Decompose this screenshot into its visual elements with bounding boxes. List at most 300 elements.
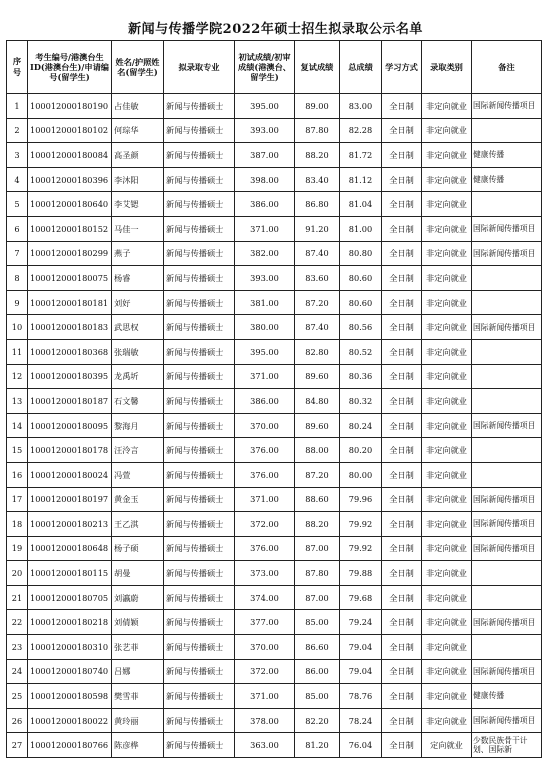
cell-study-mode: 全日制 xyxy=(382,167,422,192)
cell-total-score: 80.00 xyxy=(340,462,382,487)
cell-retest-score: 88.60 xyxy=(295,487,340,512)
cell-seq: 27 xyxy=(7,733,28,758)
cell-retest-score: 87.00 xyxy=(295,536,340,561)
cell-major: 新闻与传播硕士 xyxy=(164,585,235,610)
cell-major: 新闻与传播硕士 xyxy=(164,364,235,389)
cell-name: 高圣颜 xyxy=(112,143,164,168)
cell-seq: 11 xyxy=(7,339,28,364)
cell-study-mode: 全日制 xyxy=(382,216,422,241)
cell-initial-score: 370.00 xyxy=(235,413,295,438)
cell-seq: 16 xyxy=(7,462,28,487)
cell-seq: 20 xyxy=(7,561,28,586)
cell-study-mode: 全日制 xyxy=(382,585,422,610)
cell-total-score: 80.36 xyxy=(340,364,382,389)
cell-note xyxy=(472,585,542,610)
cell-seq: 23 xyxy=(7,635,28,660)
cell-seq: 7 xyxy=(7,241,28,266)
cell-major: 新闻与传播硕士 xyxy=(164,290,235,315)
table-row xyxy=(7,413,542,438)
cell-name: 陈彦桦 xyxy=(112,733,164,758)
cell-seq: 3 xyxy=(7,143,28,168)
cell-category: 定向就业 xyxy=(422,733,472,758)
cell-seq: 6 xyxy=(7,216,28,241)
cell-name: 何琮华 xyxy=(112,118,164,143)
cell-note xyxy=(472,389,542,414)
cell-retest-score: 85.00 xyxy=(295,610,340,635)
cell-total-score: 79.92 xyxy=(340,536,382,561)
cell-initial-score: 370.00 xyxy=(235,635,295,660)
cell-category: 非定向就业 xyxy=(422,561,472,586)
cell-major: 新闻与传播硕士 xyxy=(164,94,235,119)
cell-major: 新闻与传播硕士 xyxy=(164,241,235,266)
cell-note xyxy=(472,635,542,660)
cell-retest-score: 86.00 xyxy=(295,659,340,684)
cell-seq: 18 xyxy=(7,512,28,537)
cell-note: 少数民族骨干计划、国际新 xyxy=(472,733,542,758)
cell-id: 100012000180395 xyxy=(28,364,112,389)
cell-study-mode: 全日制 xyxy=(382,610,422,635)
cell-major: 新闻与传播硕士 xyxy=(164,192,235,217)
header-retest-score: 复试成绩 xyxy=(295,41,340,94)
cell-retest-score: 88.20 xyxy=(295,512,340,537)
cell-initial-score: 373.00 xyxy=(235,561,295,586)
cell-name: 樊雪菲 xyxy=(112,684,164,709)
table-row xyxy=(7,487,542,512)
cell-seq: 8 xyxy=(7,266,28,291)
cell-id: 100012000180181 xyxy=(28,290,112,315)
cell-name: 马佳一 xyxy=(112,216,164,241)
cell-retest-score: 87.40 xyxy=(295,241,340,266)
cell-note: 国际新闻传播项目 xyxy=(472,659,542,684)
cell-major: 新闻与传播硕士 xyxy=(164,512,235,537)
cell-id: 100012000180213 xyxy=(28,512,112,537)
cell-retest-score: 84.80 xyxy=(295,389,340,414)
table-row xyxy=(7,192,542,217)
cell-major: 新闻与传播硕士 xyxy=(164,487,235,512)
cell-category: 非定向就业 xyxy=(422,536,472,561)
cell-id: 100012000180024 xyxy=(28,462,112,487)
cell-retest-score: 88.00 xyxy=(295,438,340,463)
table-row xyxy=(7,364,542,389)
cell-category: 非定向就业 xyxy=(422,339,472,364)
cell-id: 100012000180095 xyxy=(28,413,112,438)
page-title: 新闻与传播学院2022年硕士招生拟录取公示名单 xyxy=(128,22,423,37)
cell-initial-score: 387.00 xyxy=(235,143,295,168)
cell-study-mode: 全日制 xyxy=(382,561,422,586)
cell-name: 汪泠言 xyxy=(112,438,164,463)
cell-id: 100012000180218 xyxy=(28,610,112,635)
cell-total-score: 80.20 xyxy=(340,438,382,463)
cell-seq: 24 xyxy=(7,659,28,684)
cell-name: 燕子 xyxy=(112,241,164,266)
cell-category: 非定向就业 xyxy=(422,438,472,463)
cell-retest-score: 85.00 xyxy=(295,684,340,709)
cell-major: 新闻与传播硕士 xyxy=(164,413,235,438)
header-initial-score: 初试成绩/初审成绩(港澳台、留学生) xyxy=(235,41,295,94)
cell-study-mode: 全日制 xyxy=(382,635,422,660)
cell-initial-score: 381.00 xyxy=(235,290,295,315)
cell-major: 新闻与传播硕士 xyxy=(164,438,235,463)
cell-retest-score: 82.20 xyxy=(295,708,340,733)
cell-note: 国际新闻传播项目 xyxy=(472,512,542,537)
cell-total-score: 79.96 xyxy=(340,487,382,512)
cell-initial-score: 372.00 xyxy=(235,512,295,537)
cell-initial-score: 371.00 xyxy=(235,364,295,389)
cell-note: 国际新闻传播项目 xyxy=(472,94,542,119)
cell-major: 新闻与传播硕士 xyxy=(164,684,235,709)
cell-total-score: 80.24 xyxy=(340,413,382,438)
cell-total-score: 79.88 xyxy=(340,561,382,586)
cell-retest-score: 87.20 xyxy=(295,290,340,315)
cell-initial-score: 371.00 xyxy=(235,487,295,512)
cell-major: 新闻与传播硕士 xyxy=(164,561,235,586)
cell-id: 100012000180115 xyxy=(28,561,112,586)
cell-total-score: 78.76 xyxy=(340,684,382,709)
cell-note: 国际新闻传播项目 xyxy=(472,708,542,733)
cell-id: 100012000180705 xyxy=(28,585,112,610)
cell-initial-score: 398.00 xyxy=(235,167,295,192)
cell-total-score: 80.52 xyxy=(340,339,382,364)
header-total-score: 总成绩 xyxy=(340,41,382,94)
table-row xyxy=(7,94,542,119)
cell-category: 非定向就业 xyxy=(422,585,472,610)
cell-initial-score: 371.00 xyxy=(235,216,295,241)
cell-retest-score: 87.80 xyxy=(295,561,340,586)
cell-total-score: 80.32 xyxy=(340,389,382,414)
cell-total-score: 80.60 xyxy=(340,290,382,315)
cell-initial-score: 386.00 xyxy=(235,389,295,414)
cell-retest-score: 89.60 xyxy=(295,413,340,438)
cell-initial-score: 395.00 xyxy=(235,94,295,119)
cell-retest-score: 87.80 xyxy=(295,118,340,143)
cell-note xyxy=(472,290,542,315)
cell-seq: 15 xyxy=(7,438,28,463)
cell-note: 国际新闻传播项目 xyxy=(472,487,542,512)
cell-name: 黄玲丽 xyxy=(112,708,164,733)
cell-study-mode: 全日制 xyxy=(382,290,422,315)
cell-name: 杨子硕 xyxy=(112,536,164,561)
cell-study-mode: 全日制 xyxy=(382,536,422,561)
cell-total-score: 83.00 xyxy=(340,94,382,119)
table-row xyxy=(7,118,542,143)
cell-category: 非定向就业 xyxy=(422,462,472,487)
cell-id: 100012000180648 xyxy=(28,536,112,561)
cell-major: 新闻与传播硕士 xyxy=(164,167,235,192)
table-row xyxy=(7,610,542,635)
cell-initial-score: 374.00 xyxy=(235,585,295,610)
cell-study-mode: 全日制 xyxy=(382,487,422,512)
table-row xyxy=(7,536,542,561)
cell-seq: 26 xyxy=(7,708,28,733)
cell-initial-score: 393.00 xyxy=(235,266,295,291)
cell-name: 黎海月 xyxy=(112,413,164,438)
cell-total-score: 80.56 xyxy=(340,315,382,340)
cell-category: 非定向就业 xyxy=(422,610,472,635)
cell-id: 100012000180396 xyxy=(28,167,112,192)
table-row xyxy=(7,659,542,684)
cell-name: 张瑞敏 xyxy=(112,339,164,364)
cell-seq: 4 xyxy=(7,167,28,192)
cell-category: 非定向就业 xyxy=(422,635,472,660)
header-note: 备注 xyxy=(472,41,542,94)
cell-name: 刘好 xyxy=(112,290,164,315)
cell-initial-score: 363.00 xyxy=(235,733,295,758)
header-name: 姓名/护照姓名(留学生) xyxy=(112,41,164,94)
header-id: 考生编号/港澳台生ID(港澳台生)/申请编号(留学生) xyxy=(28,41,112,94)
cell-note xyxy=(472,462,542,487)
cell-id: 100012000180178 xyxy=(28,438,112,463)
cell-study-mode: 全日制 xyxy=(382,708,422,733)
table-row xyxy=(7,512,542,537)
cell-total-score: 81.12 xyxy=(340,167,382,192)
cell-retest-score: 81.20 xyxy=(295,733,340,758)
cell-study-mode: 全日制 xyxy=(382,364,422,389)
cell-note xyxy=(472,192,542,217)
table-row xyxy=(7,389,542,414)
cell-category: 非定向就业 xyxy=(422,512,472,537)
cell-category: 非定向就业 xyxy=(422,94,472,119)
cell-total-score: 80.80 xyxy=(340,241,382,266)
cell-name: 杨睿 xyxy=(112,266,164,291)
cell-name: 冯萱 xyxy=(112,462,164,487)
cell-initial-score: 377.00 xyxy=(235,610,295,635)
cell-id: 100012000180075 xyxy=(28,266,112,291)
cell-study-mode: 全日制 xyxy=(382,339,422,364)
table-row xyxy=(7,708,542,733)
cell-initial-score: 376.00 xyxy=(235,438,295,463)
cell-note xyxy=(472,561,542,586)
cell-name: 刘倩颖 xyxy=(112,610,164,635)
cell-retest-score: 89.60 xyxy=(295,364,340,389)
cell-name: 张艺菲 xyxy=(112,635,164,660)
cell-study-mode: 全日制 xyxy=(382,241,422,266)
cell-retest-score: 86.60 xyxy=(295,635,340,660)
cell-name: 刘瀛蔚 xyxy=(112,585,164,610)
cell-category: 非定向就业 xyxy=(422,118,472,143)
cell-name: 占佳敏 xyxy=(112,94,164,119)
cell-name: 吕娜 xyxy=(112,659,164,684)
cell-id: 100012000180766 xyxy=(28,733,112,758)
header-study-mode: 学习方式 xyxy=(382,41,422,94)
table-header-row xyxy=(7,41,542,94)
cell-category: 非定向就业 xyxy=(422,216,472,241)
cell-total-score: 81.04 xyxy=(340,192,382,217)
cell-initial-score: 393.00 xyxy=(235,118,295,143)
cell-seq: 17 xyxy=(7,487,28,512)
cell-total-score: 79.04 xyxy=(340,659,382,684)
cell-retest-score: 87.20 xyxy=(295,462,340,487)
cell-note: 国际新闻传播项目 xyxy=(472,241,542,266)
cell-note xyxy=(472,118,542,143)
cell-id: 100012000180084 xyxy=(28,143,112,168)
cell-study-mode: 全日制 xyxy=(382,413,422,438)
cell-note: 健康传播 xyxy=(472,143,542,168)
cell-total-score: 79.92 xyxy=(340,512,382,537)
cell-study-mode: 全日制 xyxy=(382,192,422,217)
cell-category: 非定向就业 xyxy=(422,290,472,315)
table-row xyxy=(7,315,542,340)
cell-total-score: 79.68 xyxy=(340,585,382,610)
cell-seq: 10 xyxy=(7,315,28,340)
cell-note: 国际新闻传播项目 xyxy=(472,315,542,340)
table-row xyxy=(7,216,542,241)
cell-major: 新闻与传播硕士 xyxy=(164,536,235,561)
cell-category: 非定向就业 xyxy=(422,413,472,438)
cell-seq: 12 xyxy=(7,364,28,389)
cell-seq: 21 xyxy=(7,585,28,610)
admission-table xyxy=(6,40,542,758)
cell-study-mode: 全日制 xyxy=(382,684,422,709)
table-row xyxy=(7,143,542,168)
cell-study-mode: 全日制 xyxy=(382,143,422,168)
table-row xyxy=(7,684,542,709)
cell-initial-score: 382.00 xyxy=(235,241,295,266)
cell-study-mode: 全日制 xyxy=(382,659,422,684)
cell-seq: 19 xyxy=(7,536,28,561)
cell-study-mode: 全日制 xyxy=(382,118,422,143)
cell-category: 非定向就业 xyxy=(422,192,472,217)
cell-name: 武思权 xyxy=(112,315,164,340)
cell-initial-score: 371.00 xyxy=(235,684,295,709)
table-row xyxy=(7,733,542,758)
table-row xyxy=(7,266,542,291)
cell-note xyxy=(472,266,542,291)
table-row xyxy=(7,635,542,660)
cell-id: 100012000180102 xyxy=(28,118,112,143)
cell-study-mode: 全日制 xyxy=(382,438,422,463)
cell-seq: 9 xyxy=(7,290,28,315)
cell-major: 新闻与传播硕士 xyxy=(164,315,235,340)
cell-total-score: 76.04 xyxy=(340,733,382,758)
cell-study-mode: 全日制 xyxy=(382,733,422,758)
table-row xyxy=(7,167,542,192)
cell-major: 新闻与传播硕士 xyxy=(164,635,235,660)
cell-study-mode: 全日制 xyxy=(382,389,422,414)
cell-retest-score: 83.60 xyxy=(295,266,340,291)
cell-major: 新闻与传播硕士 xyxy=(164,733,235,758)
cell-initial-score: 378.00 xyxy=(235,708,295,733)
cell-category: 非定向就业 xyxy=(422,684,472,709)
cell-id: 100012000180022 xyxy=(28,708,112,733)
cell-name: 龙禹圻 xyxy=(112,364,164,389)
cell-id: 100012000180187 xyxy=(28,389,112,414)
cell-note: 国际新闻传播项目 xyxy=(472,610,542,635)
cell-study-mode: 全日制 xyxy=(382,94,422,119)
cell-major: 新闻与传播硕士 xyxy=(164,659,235,684)
cell-retest-score: 83.40 xyxy=(295,167,340,192)
cell-retest-score: 87.00 xyxy=(295,585,340,610)
cell-major: 新闻与传播硕士 xyxy=(164,708,235,733)
cell-major: 新闻与传播硕士 xyxy=(164,143,235,168)
cell-total-score: 82.28 xyxy=(340,118,382,143)
cell-seq: 2 xyxy=(7,118,28,143)
cell-id: 100012000180197 xyxy=(28,487,112,512)
cell-note: 国际新闻传播项目 xyxy=(472,413,542,438)
cell-id: 100012000180310 xyxy=(28,635,112,660)
cell-id: 100012000180740 xyxy=(28,659,112,684)
cell-id: 100012000180640 xyxy=(28,192,112,217)
cell-retest-score: 88.20 xyxy=(295,143,340,168)
header-seq-line1: 序 xyxy=(12,56,22,66)
header-major: 拟录取专业 xyxy=(164,41,235,94)
cell-id: 100012000180183 xyxy=(28,315,112,340)
cell-id: 100012000180368 xyxy=(28,339,112,364)
cell-note: 健康传播 xyxy=(472,684,542,709)
cell-total-score: 81.72 xyxy=(340,143,382,168)
cell-total-score: 80.60 xyxy=(340,266,382,291)
cell-name: 胡曼 xyxy=(112,561,164,586)
cell-note: 健康传播 xyxy=(472,167,542,192)
table-row xyxy=(7,561,542,586)
cell-seq: 1 xyxy=(7,94,28,119)
cell-major: 新闻与传播硕士 xyxy=(164,266,235,291)
cell-retest-score: 87.40 xyxy=(295,315,340,340)
cell-category: 非定向就业 xyxy=(422,143,472,168)
cell-note xyxy=(472,339,542,364)
cell-total-score: 78.24 xyxy=(340,708,382,733)
cell-major: 新闻与传播硕士 xyxy=(164,389,235,414)
cell-total-score: 79.04 xyxy=(340,635,382,660)
cell-name: 李艾锶 xyxy=(112,192,164,217)
cell-retest-score: 89.00 xyxy=(295,94,340,119)
cell-id: 100012000180152 xyxy=(28,216,112,241)
cell-category: 非定向就业 xyxy=(422,167,472,192)
cell-study-mode: 全日制 xyxy=(382,512,422,537)
cell-id: 100012000180190 xyxy=(28,94,112,119)
cell-initial-score: 376.00 xyxy=(235,536,295,561)
cell-major: 新闻与传播硕士 xyxy=(164,462,235,487)
table-row xyxy=(7,290,542,315)
table-row xyxy=(7,241,542,266)
table-row xyxy=(7,585,542,610)
cell-id: 100012000180598 xyxy=(28,684,112,709)
cell-initial-score: 380.00 xyxy=(235,315,295,340)
cell-major: 新闻与传播硕士 xyxy=(164,118,235,143)
cell-total-score: 81.00 xyxy=(340,216,382,241)
cell-category: 非定向就业 xyxy=(422,315,472,340)
cell-initial-score: 386.00 xyxy=(235,192,295,217)
cell-category: 非定向就业 xyxy=(422,487,472,512)
cell-retest-score: 91.20 xyxy=(295,216,340,241)
cell-seq: 14 xyxy=(7,413,28,438)
cell-name: 黄金玉 xyxy=(112,487,164,512)
cell-category: 非定向就业 xyxy=(422,364,472,389)
cell-major: 新闻与传播硕士 xyxy=(164,216,235,241)
cell-category: 非定向就业 xyxy=(422,659,472,684)
cell-initial-score: 395.00 xyxy=(235,339,295,364)
cell-name: 王乙淇 xyxy=(112,512,164,537)
cell-initial-score: 376.00 xyxy=(235,462,295,487)
header-seq-line2: 号 xyxy=(12,67,22,77)
cell-major: 新闻与传播硕士 xyxy=(164,610,235,635)
cell-total-score: 79.24 xyxy=(340,610,382,635)
cell-category: 非定向就业 xyxy=(422,389,472,414)
cell-study-mode: 全日制 xyxy=(382,462,422,487)
cell-name: 石文馨 xyxy=(112,389,164,414)
cell-retest-score: 82.80 xyxy=(295,339,340,364)
cell-seq: 25 xyxy=(7,684,28,709)
cell-category: 非定向就业 xyxy=(422,708,472,733)
cell-category: 非定向就业 xyxy=(422,266,472,291)
cell-note xyxy=(472,364,542,389)
table-row xyxy=(7,462,542,487)
cell-initial-score: 372.00 xyxy=(235,659,295,684)
cell-name: 李沐阳 xyxy=(112,167,164,192)
cell-major: 新闻与传播硕士 xyxy=(164,339,235,364)
cell-seq: 5 xyxy=(7,192,28,217)
cell-id: 100012000180299 xyxy=(28,241,112,266)
cell-study-mode: 全日制 xyxy=(382,315,422,340)
